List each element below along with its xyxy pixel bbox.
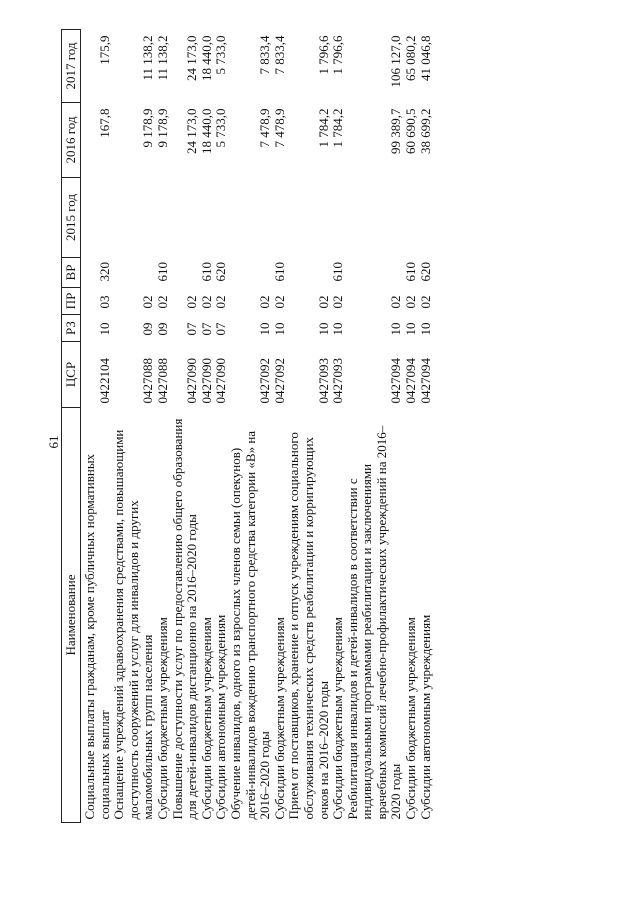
row-csr: 0427094 xyxy=(417,358,433,404)
row-2015 xyxy=(273,178,288,258)
row-2016: 1 784,2 xyxy=(315,108,331,148)
header-pr: ПР xyxy=(62,288,81,315)
row-2015 xyxy=(112,178,156,258)
row-pr: 02 xyxy=(417,295,433,309)
row-csr: 0427092 xyxy=(271,358,287,404)
row-vr: 610 xyxy=(403,262,419,282)
row-pr: 02 xyxy=(388,295,404,309)
row-name: Субсидии бюджетным учреждениям xyxy=(330,617,346,820)
row-vr: 320 xyxy=(96,262,112,282)
row-2016: 18 440,0 xyxy=(198,108,214,154)
row-2016: 7 478,9 xyxy=(271,108,287,148)
row-vr xyxy=(171,258,200,288)
row-rz: 09 xyxy=(154,322,170,336)
row-2016: 5 733,0 xyxy=(213,108,229,148)
row-vr: 610 xyxy=(154,262,170,282)
row-2017: 65 080,2 xyxy=(403,35,419,81)
row-2015 xyxy=(214,178,229,258)
row-rz: 10 xyxy=(271,322,287,336)
row-pr: 02 xyxy=(330,295,346,309)
row-csr: 0427090 xyxy=(213,358,229,404)
row-2017: 7 833,4 xyxy=(257,35,273,75)
row-2017: 106 127,0 xyxy=(388,35,404,88)
row-2015 xyxy=(229,178,273,258)
row-rz: 10 xyxy=(417,322,433,336)
row-2016: 24 173,0 xyxy=(184,108,200,154)
row-vr: 620 xyxy=(213,262,229,282)
row-vr xyxy=(112,258,156,288)
row-2017: 11 138,2 xyxy=(154,35,170,81)
row-rz: 07 xyxy=(198,322,214,336)
row-name: Обучение инвалидов, одного из взрослых членов семьи (опекунов) детей-инвалидов вождению транспортного средства категории «В» на 2016–2020 годы xyxy=(227,430,273,820)
row-pr: 02 xyxy=(184,295,200,309)
row-pr: 02 xyxy=(257,295,273,309)
row-csr: 0427088 xyxy=(140,358,156,404)
row-2015 xyxy=(419,178,434,258)
header-name: Наименование xyxy=(62,408,81,823)
table-header xyxy=(62,30,81,823)
row-rz: 09 xyxy=(140,322,156,336)
row-rz: 10 xyxy=(315,322,331,336)
row-name: Прием от поставщиков, хранение и отпуск учреждениям социального обслуживания технических средств реабилитации и корригирующих очков на 2016–2020 годы xyxy=(286,432,331,820)
table-row xyxy=(273,30,288,823)
row-pr: 02 xyxy=(140,295,156,309)
row-2016: 167,8 xyxy=(96,108,112,138)
row-2017: 1 796,6 xyxy=(315,35,331,75)
row-csr: 0427092 xyxy=(257,358,273,404)
row-csr: 0427094 xyxy=(388,358,404,404)
row-vr xyxy=(346,258,404,288)
row-rz: 10 xyxy=(96,322,112,336)
table-row xyxy=(404,30,419,823)
page-number: 61 xyxy=(46,435,61,449)
row-name: Социальные выплаты гражданам, кроме публичных нормативных социальных выплат xyxy=(82,453,112,820)
row-2017: 5 733,0 xyxy=(213,35,229,75)
row-vr: 610 xyxy=(330,262,346,282)
row-name: Оснащение учреждений здравоохранения средствами, повышающими доступность сооружений и услуг для инвалидов и других маломобильных групп населения xyxy=(111,429,156,820)
row-2016: 38 699,2 xyxy=(417,108,433,154)
table-row xyxy=(287,30,331,823)
header-2015: 2015 год xyxy=(62,178,81,258)
row-name: Субсидии бюджетным учреждениям xyxy=(154,617,170,820)
table-row xyxy=(346,30,404,823)
row-2016: 1 784,2 xyxy=(330,108,346,148)
row-rz: 10 xyxy=(403,322,419,336)
table-row xyxy=(229,30,273,823)
row-2017: 24 173,0 xyxy=(184,35,200,81)
table-row xyxy=(419,30,434,823)
row-name: Повышение доступности услуг по предоставлению общего образования для детей-инвалидов дистанционно на 2016–2020 годы xyxy=(169,418,200,820)
row-csr: 0427093 xyxy=(330,358,346,404)
header-vr: ВР xyxy=(62,258,81,288)
row-vr xyxy=(287,258,331,288)
header-rz: РЗ xyxy=(62,315,81,342)
row-2015 xyxy=(171,178,200,258)
row-pr: 02 xyxy=(154,295,170,309)
row-2017: 175,9 xyxy=(96,35,112,65)
row-csr: 0427093 xyxy=(315,358,331,404)
row-pr: 02 xyxy=(403,295,419,309)
row-2015 xyxy=(287,178,331,258)
row-2017: 41 046,8 xyxy=(417,35,433,81)
table-row xyxy=(200,30,215,823)
row-name: Субсидии бюджетным учреждениям xyxy=(403,617,419,820)
table-row xyxy=(214,30,229,823)
row-rz: 10 xyxy=(388,322,404,336)
row-2017: 11 138,2 xyxy=(140,35,156,81)
row-2016: 60 690,5 xyxy=(403,108,419,154)
table-row xyxy=(112,30,156,823)
row-2015 xyxy=(331,178,346,258)
row-name: Реабилитация инвалидов и детей-инвалидов в соответствии с индивидуальными программами реабилитации и заключениями врачебных комиссий лечебно-профилактических учреждений на 2016–2020 годы xyxy=(344,425,404,820)
row-2015 xyxy=(81,178,113,258)
table-row xyxy=(331,30,346,823)
row-2017: 1 796,6 xyxy=(330,35,346,75)
header-2017: 2017 год xyxy=(62,30,81,103)
row-name: Субсидии бюджетным учреждениям xyxy=(198,617,214,820)
row-2016: 99 389,7 xyxy=(388,108,404,154)
row-vr xyxy=(229,258,273,288)
row-2016: 7 478,9 xyxy=(257,108,273,148)
row-2015 xyxy=(200,178,215,258)
row-rz: 07 xyxy=(184,322,200,336)
header-csr: ЦСР xyxy=(62,342,81,408)
row-pr: 02 xyxy=(198,295,214,309)
row-csr: 0427088 xyxy=(154,358,170,404)
row-rz: 10 xyxy=(330,322,346,336)
row-2015 xyxy=(156,178,171,258)
row-csr: 0427090 xyxy=(184,358,200,404)
row-2015 xyxy=(404,178,419,258)
row-rz: 07 xyxy=(213,322,229,336)
row-pr: 03 xyxy=(96,295,112,309)
row-name: Субсидии автономным учреждениям xyxy=(417,614,433,820)
table-row xyxy=(171,30,200,823)
row-2017: 7 833,4 xyxy=(271,35,287,75)
row-pr: 02 xyxy=(213,295,229,309)
row-vr: 620 xyxy=(417,262,433,282)
table-row xyxy=(81,30,113,823)
row-csr: 0422104 xyxy=(96,358,112,404)
row-2017: 18 440,0 xyxy=(198,35,214,81)
row-name: Субсидии бюджетным учреждениям xyxy=(271,617,287,820)
row-name: Субсидии автономным учреждениям xyxy=(213,614,229,820)
row-vr: 610 xyxy=(271,262,287,282)
row-pr: 02 xyxy=(271,295,287,309)
table-row xyxy=(156,30,171,823)
row-csr: 0427090 xyxy=(198,358,214,404)
row-csr: 0427094 xyxy=(403,358,419,404)
row-pr: 02 xyxy=(315,295,331,309)
row-2015 xyxy=(346,178,404,258)
row-vr: 610 xyxy=(198,262,214,282)
budget-table xyxy=(61,29,433,823)
row-2016: 9 178,9 xyxy=(140,108,156,148)
row-rz: 10 xyxy=(257,322,273,336)
row-2016: 9 178,9 xyxy=(154,108,170,148)
header-2016: 2016 год xyxy=(62,103,81,178)
